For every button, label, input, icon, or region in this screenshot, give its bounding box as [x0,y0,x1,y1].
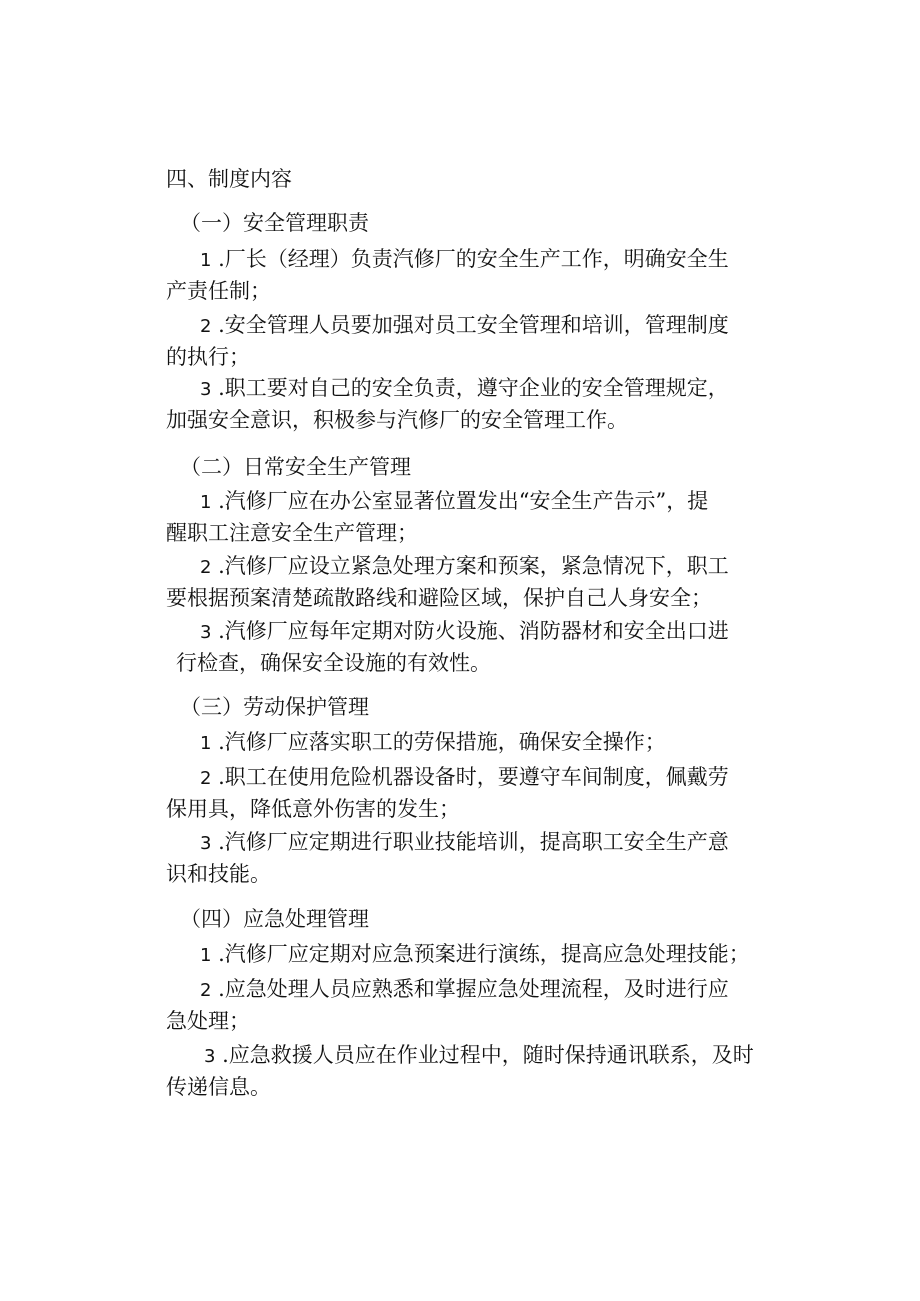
section-3-item-1 [166,727,786,759]
section-2-item-2 [166,551,786,614]
item-text-line2: 产责任制； [166,279,271,303]
section-title-3: （三）劳动保护管理 [180,695,369,719]
section-2-item-3 [166,616,786,679]
item-number: 2 [200,557,212,578]
item-number: 2 [200,768,212,789]
item-number: 1 [200,250,212,271]
item-number: 1 [200,733,212,754]
item-number: 1 [200,945,212,966]
section-2-item-1 [166,486,786,549]
item-text-line1: .应急救援人员应在作业过程中，随时保持通讯联系，及时 [215,1043,754,1067]
section-3-item-3 [166,827,786,890]
item-text-line1: .汽修厂应定期对应急预案进行演练，提高应急处理技能； [211,942,750,966]
item-text-line2: 传递信息。 [166,1075,271,1099]
item-text-line1: .汽修厂应在办公室显著位置发出“安全生产告示”，提 [211,489,709,513]
item-text-line2: 行检查，确保安全设施的有效性。 [176,651,491,675]
section-4-item-3 [166,1040,786,1103]
page-heading: 四、制度内容 [166,167,292,191]
item-number: 3 [200,833,212,854]
section-1-item-3 [166,373,786,436]
section-3-item-2 [166,762,786,825]
item-number: 3 [200,622,212,643]
section-1-item-1 [166,244,786,307]
item-text-line2: 保用具，降低意外伤害的发生； [166,797,460,821]
item-text-line1: .厂长（经理）负责汽修厂的安全生产工作，明确安全生 [211,247,729,271]
item-text-line2: 要根据预案清楚疏散路线和避险区域，保护自己人身安全； [166,586,712,610]
item-text-line1: .职工在使用危险机器设备时，要遵守车间制度，佩戴劳 [211,765,729,789]
section-1-item-2 [166,310,786,373]
item-text-line2: 加强安全意识，积极参与汽修厂的安全管理工作。 [166,408,628,432]
item-number: 2 [200,316,212,337]
item-text-line1: .汽修厂应定期进行职业技能培训，提高职工安全生产意 [211,830,729,854]
section-title-2: （二）日常安全生产管理 [180,455,411,479]
item-number: 1 [200,492,212,513]
section-title-1: （一）安全管理职责 [180,211,369,235]
item-text-line2: 急处理； [166,1009,250,1033]
item-text-line1: .汽修厂应设立紧急处理方案和预案，紧急情况下，职工 [211,554,729,578]
section-4-item-1 [166,939,786,971]
item-text-line2: 识和技能。 [166,862,271,886]
section-4-item-2 [166,974,786,1037]
item-text-line1: .安全管理人员要加强对员工安全管理和培训，管理制度 [211,313,729,337]
section-title-4: （四）应急处理管理 [180,907,369,931]
item-number: 3 [204,1046,216,1067]
item-text-line2: 醒职工注意安全生产管理； [166,521,418,545]
item-number: 2 [200,980,212,1001]
item-text-line2: 的执行； [166,345,250,369]
item-text-line1: .应急处理人员应熟悉和掌握应急处理流程，及时进行应 [211,977,729,1001]
item-text-line1: .汽修厂应每年定期对防火设施、消防器材和安全出口进 [211,619,729,643]
item-text-line1: .职工要对自己的安全负责，遵守企业的安全管理规定， [211,376,729,400]
item-text-line1: .汽修厂应落实职工的劳保措施，确保安全操作； [211,730,666,754]
item-number: 3 [200,379,212,400]
